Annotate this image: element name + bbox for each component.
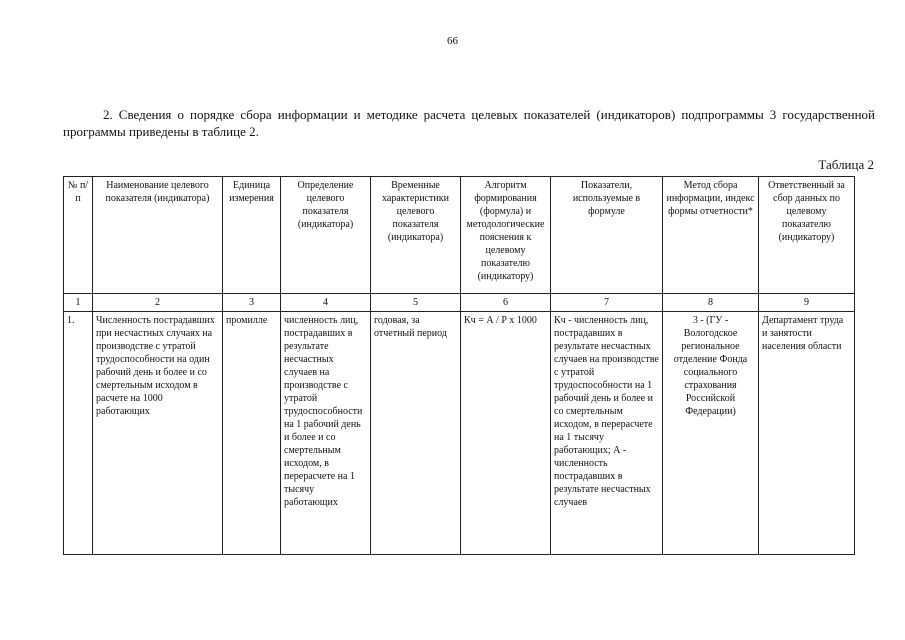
intro-paragraph: 2. Сведения о порядке сбора информации и методике расчета целевых показателей (индикаторов) подпрограммы 3 государственной программы приведены в таблице 2. — [63, 107, 875, 139]
header-cell: Определение целевого показателя (индикатора) — [281, 177, 371, 294]
header-cell: Единица измерения — [223, 177, 281, 294]
page-number: 66 — [447, 35, 458, 47]
header-cell: Алгоритм формирования (формула) и методологические пояснения к целевому показателю (индикатору) — [461, 177, 551, 294]
column-number: 7 — [551, 294, 663, 312]
header-cell: Ответственный за сбор данных по целевому показателю (индикатору) — [759, 177, 855, 294]
indicator-method: 3 - (ГУ - Вологодское региональное отделение Фонда социального страхования Российской Федерации) — [663, 312, 759, 555]
column-number: 3 — [223, 294, 281, 312]
column-number-row — [64, 294, 855, 312]
indicator-name: Численность пострадавших при несчастных случаях на производстве с утратой трудоспособности на один рабочий день и более и со смертельным исходом в расчете на 1000 работающих — [93, 312, 223, 555]
indicator-algorithm: Кч = А / Р х 1000 — [461, 312, 551, 555]
header-cell: Метод сбора информации, индекс формы отчетности* — [663, 177, 759, 294]
header-cell: Временные характеристики целевого показателя (индикатора) — [371, 177, 461, 294]
table-label: Таблица 2 — [818, 157, 874, 172]
indicator-responsible: Департамент труда и занятости населения области — [759, 312, 855, 555]
row-number: 1. — [64, 312, 93, 555]
column-number: 9 — [759, 294, 855, 312]
indicators-table — [63, 176, 855, 555]
column-number: 1 — [64, 294, 93, 312]
indicator-variables: Кч - численность лиц, пострадавших в результате несчастных случаев на производстве с утратой трудоспособности на 1 рабочий день и более и со смертельным исходом, в перерасчете на 1 тысячу работающих; А - численность пострадавших в результате несчастных случаев — [551, 312, 663, 555]
header-cell: Наименование целевого показателя (индикатора) — [93, 177, 223, 294]
column-number: 5 — [371, 294, 461, 312]
column-number: 2 — [93, 294, 223, 312]
indicator-unit: промилле — [223, 312, 281, 555]
column-number: 6 — [461, 294, 551, 312]
header-cell: Показатели, используемые в формуле — [551, 177, 663, 294]
header-row — [64, 177, 855, 294]
indicator-time: годовая, за отчетный период — [371, 312, 461, 555]
table-row — [64, 312, 855, 555]
column-number: 4 — [281, 294, 371, 312]
indicator-definition: численность лиц, пострадавших в результате несчастных случаев на производстве с утратой трудоспособности на 1 рабочий день и более и со смертельным исходом, в перерасчете на 1 тысячу работающих — [281, 312, 371, 555]
column-number: 8 — [663, 294, 759, 312]
header-cell: № п/п — [64, 177, 93, 294]
